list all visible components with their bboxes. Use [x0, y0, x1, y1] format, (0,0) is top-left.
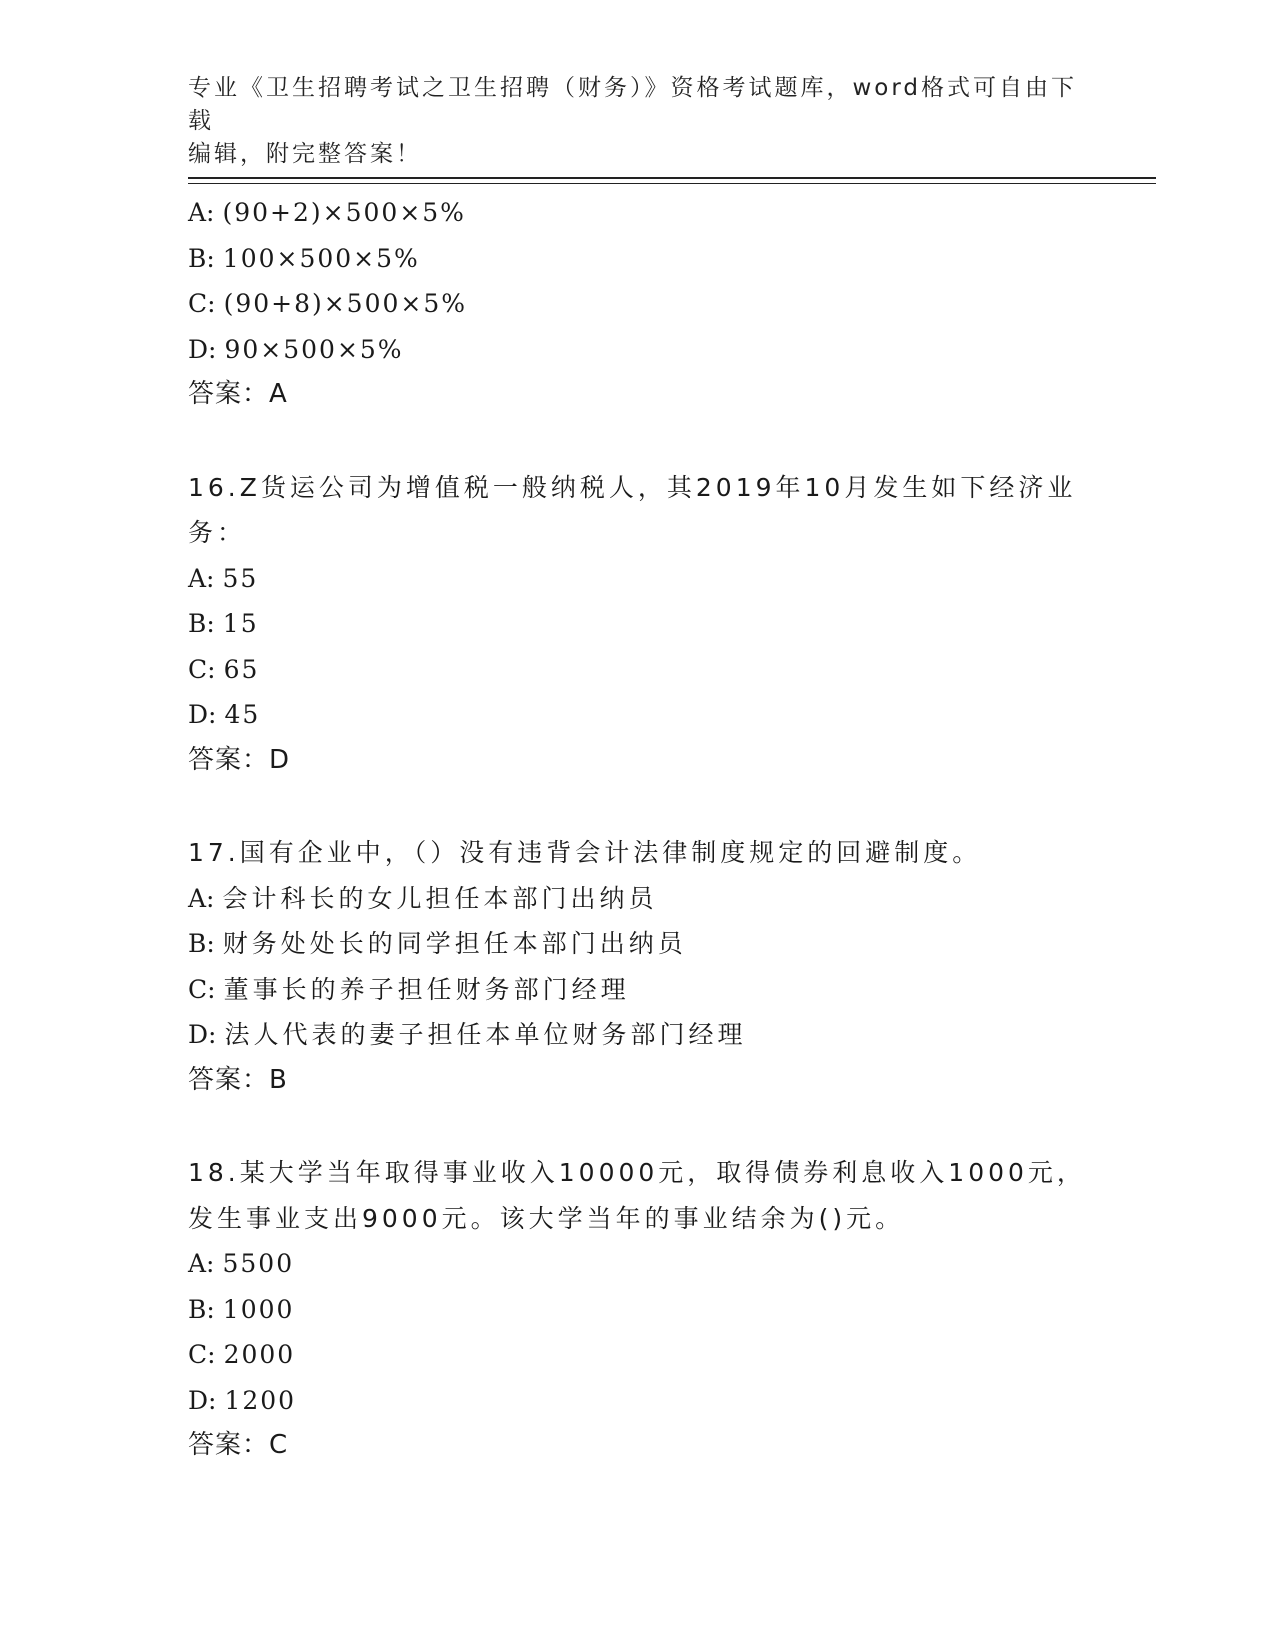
option-d — [188, 1378, 1088, 1424]
option-letter: A: — [188, 883, 215, 913]
option-letter: A: — [188, 1249, 215, 1278]
answer-line: 答案：C — [188, 1430, 289, 1460]
question-stem-line: 16.Z货运公司为增值税一般纳税人，其2019年10月发生如下经济业 — [188, 472, 1077, 502]
question-list — [188, 190, 1088, 1469]
option-letter: A: — [188, 198, 215, 227]
question-16 — [188, 465, 1088, 784]
question-stem-line: 发生事业支出9000元。该大学当年的事业结余为()元。 — [188, 1203, 905, 1233]
header-line-2: 编辑，附完整答案！ — [188, 141, 422, 167]
option-letter: B: — [188, 929, 215, 958]
header-rule-thick — [188, 177, 1156, 179]
header-line-1: 专业《卫生招聘考试之卫生招聘（财务）》资格考试题库，word格式可自由下载 — [188, 75, 1078, 134]
option-text: 董事长的养子担任财务部门经理 — [223, 974, 630, 1004]
question-17 — [188, 830, 1088, 1103]
option-letter: C: — [188, 289, 216, 318]
option-a — [188, 1241, 1088, 1287]
question-stem-line: 务： — [188, 518, 247, 547]
spacer — [188, 1103, 1088, 1150]
option-text: 1200 — [224, 1385, 297, 1415]
answer-line: 答案：D — [188, 744, 291, 775]
option-text: 会计科长的女儿担任本部门出纳员 — [222, 883, 658, 913]
option-d — [188, 1012, 1088, 1058]
question-18 — [188, 1150, 1088, 1469]
option-text: 15 — [222, 609, 259, 638]
option-text: (90+8)×500×5% — [223, 289, 468, 318]
option-letter: C: — [188, 1340, 216, 1369]
option-text: 45 — [224, 700, 261, 729]
option-text: (90+2)×500×5% — [222, 198, 466, 227]
option-text: 55 — [222, 563, 259, 593]
option-a — [188, 190, 1088, 236]
option-letter: C: — [188, 654, 216, 684]
option-b — [188, 1287, 1088, 1333]
option-letter: B: — [188, 243, 215, 273]
option-text: 5500 — [222, 1249, 295, 1278]
option-letter: D: — [188, 1385, 217, 1415]
spacer — [188, 783, 1088, 830]
spacer — [188, 418, 1088, 465]
option-a — [188, 876, 1088, 922]
option-c — [188, 967, 1088, 1013]
option-letter: B: — [188, 609, 215, 638]
option-a — [188, 556, 1088, 602]
option-text: 65 — [223, 654, 260, 684]
option-text: 法人代表的妻子担任本单位财务部门经理 — [224, 1020, 747, 1049]
option-d — [188, 327, 1088, 373]
option-b — [188, 601, 1088, 647]
question-15-continued — [188, 190, 1088, 418]
option-letter: D: — [188, 334, 217, 364]
option-b — [188, 236, 1088, 282]
option-c — [188, 281, 1088, 327]
header-rule-thin — [188, 183, 1156, 184]
option-text: 1000 — [222, 1294, 295, 1324]
option-text: 财务处处长的同学担任本部门出纳员 — [222, 929, 687, 958]
question-stem-line: 18.某大学当年取得事业收入10000元，取得债券利息收入1000元， — [188, 1158, 1086, 1187]
option-text: 100×500×5% — [222, 243, 420, 273]
option-letter: A: — [188, 563, 215, 593]
option-c — [188, 1332, 1088, 1378]
question-stem-line: 17.国有企业中，（）没有违背会计法律制度规定的回避制度。 — [188, 838, 982, 867]
option-letter: C: — [188, 974, 216, 1004]
option-text: 2000 — [223, 1340, 296, 1369]
option-letter: D: — [188, 1020, 217, 1049]
option-text: 90×500×5% — [224, 334, 404, 364]
option-letter: D: — [188, 700, 217, 729]
option-d — [188, 692, 1088, 738]
option-c — [188, 647, 1088, 693]
document-header — [188, 72, 1088, 171]
option-b — [188, 921, 1088, 967]
option-letter: B: — [188, 1294, 215, 1324]
answer-line: 答案：A — [188, 379, 288, 409]
answer-line: 答案：B — [188, 1064, 288, 1095]
